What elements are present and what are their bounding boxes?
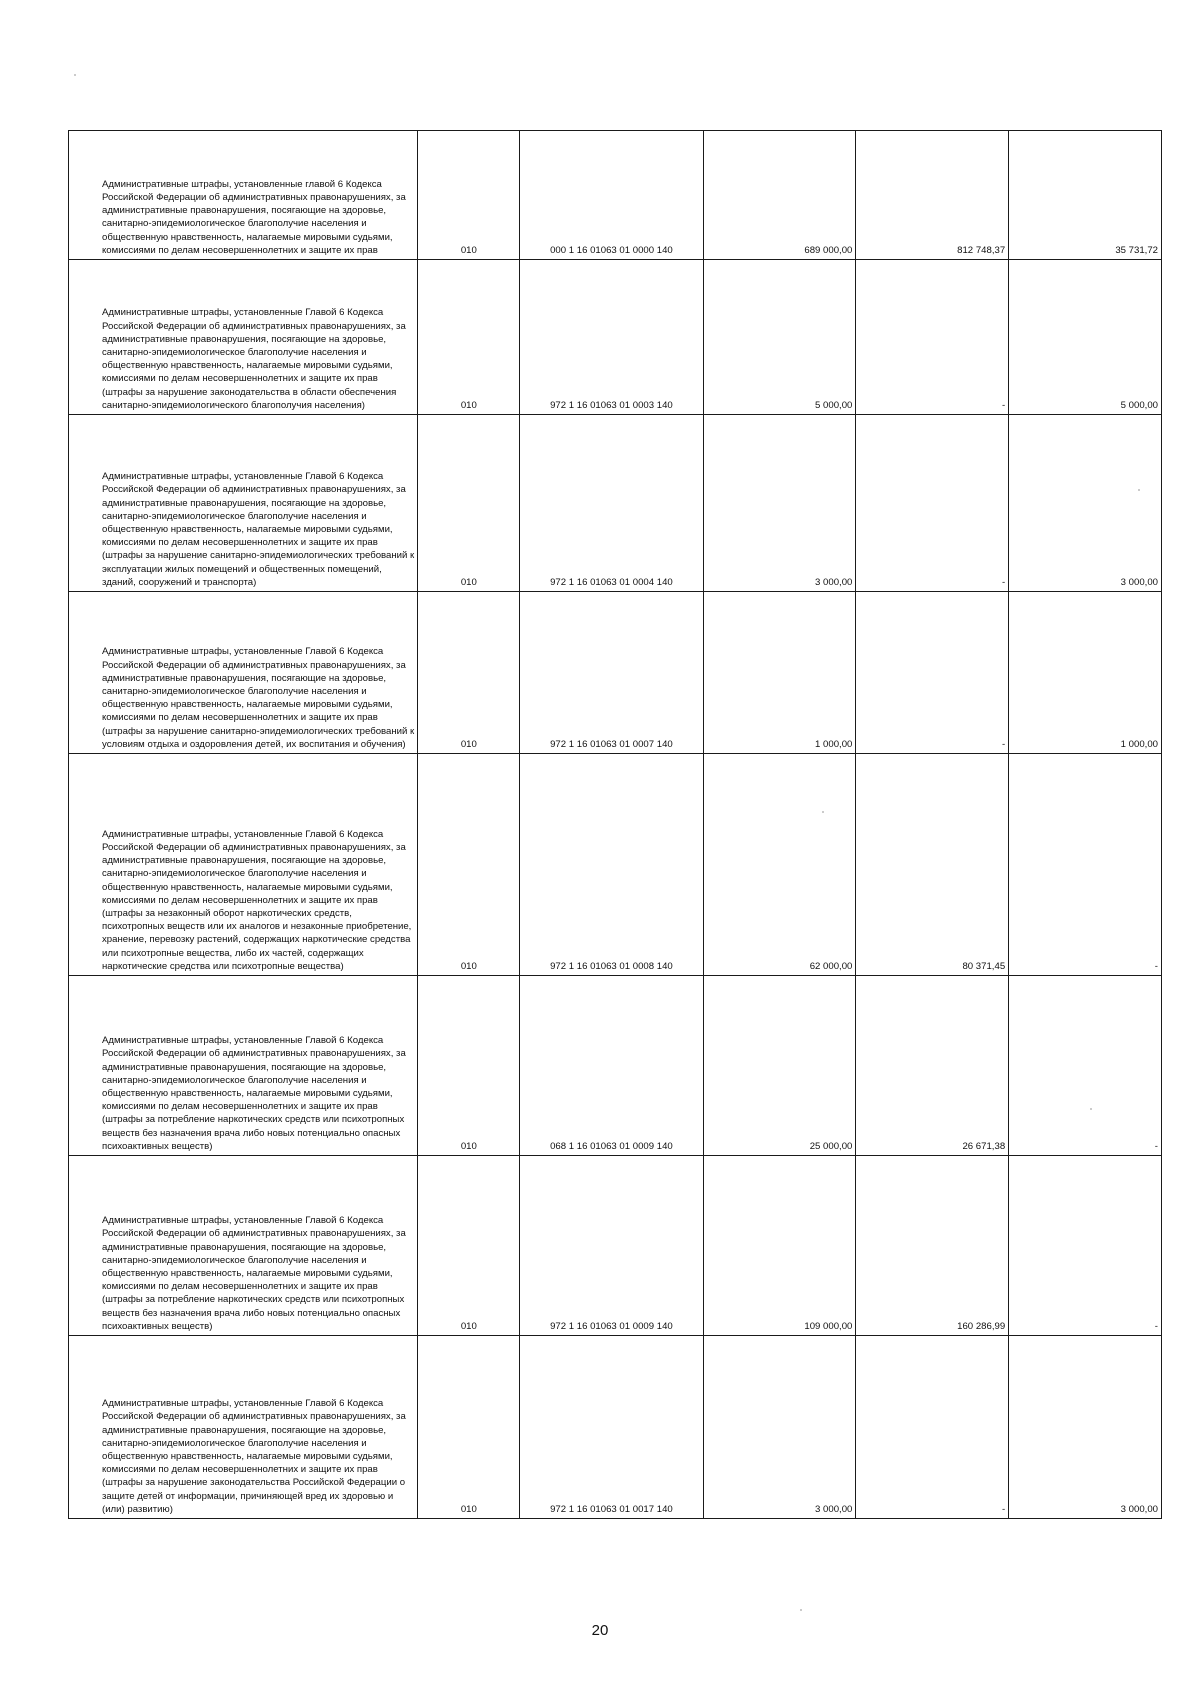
approved-amount: 689 000,00 — [804, 244, 853, 256]
approved-amount-cell — [703, 131, 856, 260]
executed-amount-cell — [856, 1336, 1009, 1519]
executed-amount-cell — [856, 415, 1009, 592]
income-description-cell — [69, 260, 418, 415]
income-description: Административные штрафы, установленные Главой 6 Кодекса Российской Федерации об административных правонарушениях, за административные правонарушения, посягающие на здоровье, санитарно-эпидемиологическое благополучие населения и общественную нравственность, налагаемые мировыми судьями, комиссиями по делам несовершеннолетних и защите их прав (штрафы за нарушение законодательства Российской Федерации о защите детей от информации, причиняющей вред их здоровью и (или) развитию) — [102, 1398, 406, 1515]
line-code-cell — [418, 1336, 520, 1519]
income-description: Административные штрафы, установленные Главой 6 Кодекса Российской Федерации об административных правонарушениях, за административные правонарушения, посягающие на здоровье, санитарно-эпидемиологическое благополучие населения и общественную нравственность, налагаемые мировыми судьями, комиссиями по делам несовершеннолетних и защите их прав (штрафы за незаконный оборот наркотических средств, психотропных веществ или их аналогов и незаконные приобретение, хранение, перевозку растений, содержащих наркотические средства или психотропные вещества, либо их частей, содержащих наркотические средства или психотропные вещества) — [102, 828, 412, 972]
table-row — [69, 592, 1162, 754]
unexecuted-amount: - — [1154, 1140, 1158, 1152]
income-description-cell — [69, 1156, 418, 1336]
approved-amount-cell — [703, 754, 856, 976]
kbk-code: 972 1 16 01063 01 0017 140 — [550, 1503, 673, 1515]
executed-amount: - — [1001, 399, 1006, 411]
report-table — [68, 130, 1162, 1519]
scan-speck — [822, 811, 824, 813]
scan-speck — [1138, 489, 1140, 491]
line-code: 010 — [460, 1140, 477, 1152]
unexecuted-amount-cell — [1009, 592, 1162, 754]
income-description: Административные штрафы, установленные Главой 6 Кодекса Российской Федерации об административных правонарушениях, за административные правонарушения, посягающие на здоровье, санитарно-эпидемиологическое благополучие населения и общественную нравственность, налагаемые мировыми судьями, комиссиями по делам несовершеннолетних и защите их прав (штрафы за потребление наркотических средств или психотропных веществ без назначения врача либо новых потенциально опасных психоактивных веществ) — [102, 1035, 406, 1152]
income-description-cell — [69, 131, 418, 260]
executed-amount: 160 286,99 — [957, 1320, 1006, 1332]
approved-amount-cell — [703, 1336, 856, 1519]
approved-amount: 25 000,00 — [809, 1140, 853, 1152]
line-code: 010 — [460, 1320, 477, 1332]
line-code: 010 — [460, 960, 477, 972]
kbk-code-cell — [520, 260, 703, 415]
line-code: 010 — [460, 738, 477, 750]
line-code-cell — [418, 754, 520, 976]
unexecuted-amount-cell — [1009, 131, 1162, 260]
unexecuted-amount: 3 000,00 — [1120, 1503, 1158, 1515]
income-description-cell — [69, 754, 418, 976]
kbk-code-cell — [520, 131, 703, 260]
line-code: 010 — [460, 1503, 477, 1515]
income-description: Административные штрафы, установленные Главой 6 Кодекса Российской Федерации об административных правонарушениях, за административные правонарушения, посягающие на здоровье, санитарно-эпидемиологическое благополучие населения и общественную нравственность, налагаемые мировыми судьями, комиссиями по делам несовершеннолетних и защите их прав (штрафы за потребление наркотических средств или психотропных веществ без назначения врача либо новых потенциально опасных психоактивных веществ) — [102, 1215, 406, 1332]
kbk-code: 972 1 16 01063 01 0009 140 — [550, 1320, 673, 1332]
unexecuted-amount: 35 731,72 — [1115, 244, 1158, 256]
executed-amount-cell — [856, 754, 1009, 976]
page-number: 20 — [591, 1622, 609, 1639]
executed-amount: 26 671,38 — [962, 1140, 1006, 1152]
executed-amount-cell — [856, 260, 1009, 415]
scan-speck — [74, 74, 76, 76]
report-table-body — [69, 131, 1162, 1519]
income-description-cell — [69, 976, 418, 1156]
unexecuted-amount: - — [1154, 960, 1158, 972]
approved-amount-cell — [703, 976, 856, 1156]
approved-amount: 5 000,00 — [815, 399, 853, 411]
unexecuted-amount-cell — [1009, 415, 1162, 592]
table-row — [69, 260, 1162, 415]
unexecuted-amount: 5 000,00 — [1120, 399, 1158, 411]
kbk-code-cell — [520, 976, 703, 1156]
table-row — [69, 415, 1162, 592]
kbk-code: 972 1 16 01063 01 0003 140 — [550, 399, 673, 411]
unexecuted-amount-cell — [1009, 260, 1162, 415]
income-description-cell — [69, 592, 418, 754]
kbk-code-cell — [520, 754, 703, 976]
kbk-code: 068 1 16 01063 01 0009 140 — [550, 1140, 673, 1152]
approved-amount: 109 000,00 — [804, 1320, 853, 1332]
kbk-code-cell — [520, 592, 703, 754]
approved-amount-cell — [703, 1156, 856, 1336]
approved-amount: 3 000,00 — [815, 576, 853, 588]
kbk-code-cell — [520, 1156, 703, 1336]
approved-amount: 3 000,00 — [815, 1503, 853, 1515]
executed-amount: 80 371,45 — [962, 960, 1006, 972]
line-code-cell — [418, 1156, 520, 1336]
approved-amount-cell — [703, 260, 856, 415]
kbk-code: 972 1 16 01063 01 0007 140 — [550, 738, 673, 750]
income-description-cell — [69, 1336, 418, 1519]
table-row — [69, 1156, 1162, 1336]
unexecuted-amount-cell — [1009, 754, 1162, 976]
executed-amount-cell — [856, 1156, 1009, 1336]
executed-amount-cell — [856, 976, 1009, 1156]
scan-speck — [800, 1609, 802, 1611]
executed-amount: - — [1001, 576, 1006, 588]
unexecuted-amount-cell — [1009, 976, 1162, 1156]
executed-amount: - — [1001, 738, 1006, 750]
line-code-cell — [418, 592, 520, 754]
executed-amount: - — [1001, 1503, 1006, 1515]
executed-amount-cell — [856, 131, 1009, 260]
unexecuted-amount-cell — [1009, 1336, 1162, 1519]
approved-amount: 62 000,00 — [809, 960, 853, 972]
scan-speck — [1090, 1108, 1092, 1110]
unexecuted-amount: 1 000,00 — [1120, 738, 1158, 750]
executed-amount: 812 748,37 — [957, 244, 1006, 256]
line-code-cell — [418, 415, 520, 592]
line-code-cell — [418, 976, 520, 1156]
approved-amount-cell — [703, 415, 856, 592]
line-code-cell — [418, 131, 520, 260]
table-row — [69, 131, 1162, 260]
unexecuted-amount: - — [1154, 1320, 1158, 1332]
unexecuted-amount: 3 000,00 — [1120, 576, 1158, 588]
table-row — [69, 1336, 1162, 1519]
kbk-code: 000 1 16 01063 01 0000 140 — [550, 244, 673, 256]
table-row — [69, 754, 1162, 976]
line-code: 010 — [460, 399, 477, 411]
line-code-cell — [418, 260, 520, 415]
kbk-code-cell — [520, 415, 703, 592]
income-description-cell — [69, 415, 418, 592]
executed-amount-cell — [856, 592, 1009, 754]
income-description: Административные штрафы, установленные главой 6 Кодекса Российской Федерации об административных правонарушениях, за административные правонарушения, посягающие на здоровье, санитарно-эпидемиологическое благополучие населения и общественную нравственность, налагаемые мировыми судьями, комиссиями по делам несовершеннолетних и защите их прав — [102, 178, 406, 256]
table-row — [69, 976, 1162, 1156]
kbk-code: 972 1 16 01063 01 0004 140 — [550, 576, 673, 588]
unexecuted-amount-cell — [1009, 1156, 1162, 1336]
kbk-code-cell — [520, 1336, 703, 1519]
income-description: Административные штрафы, установленные Главой 6 Кодекса Российской Федерации об административных правонарушениях, за административные правонарушения, посягающие на здоровье, санитарно-эпидемиологическое благополучие населения и общественную нравственность, налагаемые мировыми судьями, комиссиями по делам несовершеннолетних и защите их прав (штрафы за нарушение санитарно-эпидемиологических требований к эксплуатации жилых помещений и общественных помещений, зданий, сооружений и транспорта) — [102, 471, 415, 588]
line-code: 010 — [460, 576, 477, 588]
approved-amount-cell — [703, 592, 856, 754]
income-description: Административные штрафы, установленные Главой 6 Кодекса Российской Федерации об административных правонарушениях, за административные правонарушения, посягающие на здоровье, санитарно-эпидемиологическое благополучие населения и общественную нравственность, налагаемые мировыми судьями, комиссиями по делам несовершеннолетних и защите их прав (штрафы за нарушение санитарно-эпидемиологических требований к условиям отдыха и оздоровления детей, их воспитания и обучения) — [102, 646, 415, 750]
line-code: 010 — [460, 244, 477, 256]
kbk-code: 972 1 16 01063 01 0008 140 — [550, 960, 673, 972]
approved-amount: 1 000,00 — [815, 738, 853, 750]
income-description: Административные штрафы, установленные Главой 6 Кодекса Российской Федерации об административных правонарушениях, за административные правонарушения, посягающие на здоровье, санитарно-эпидемиологическое благополучие населения и общественную нравственность, налагаемые мировыми судьями, комиссиями по делам несовершеннолетних и защите их прав (штрафы за нарушение законодательства в области обеспечения санитарно-эпидемиологического благополучия населения) — [102, 307, 406, 411]
